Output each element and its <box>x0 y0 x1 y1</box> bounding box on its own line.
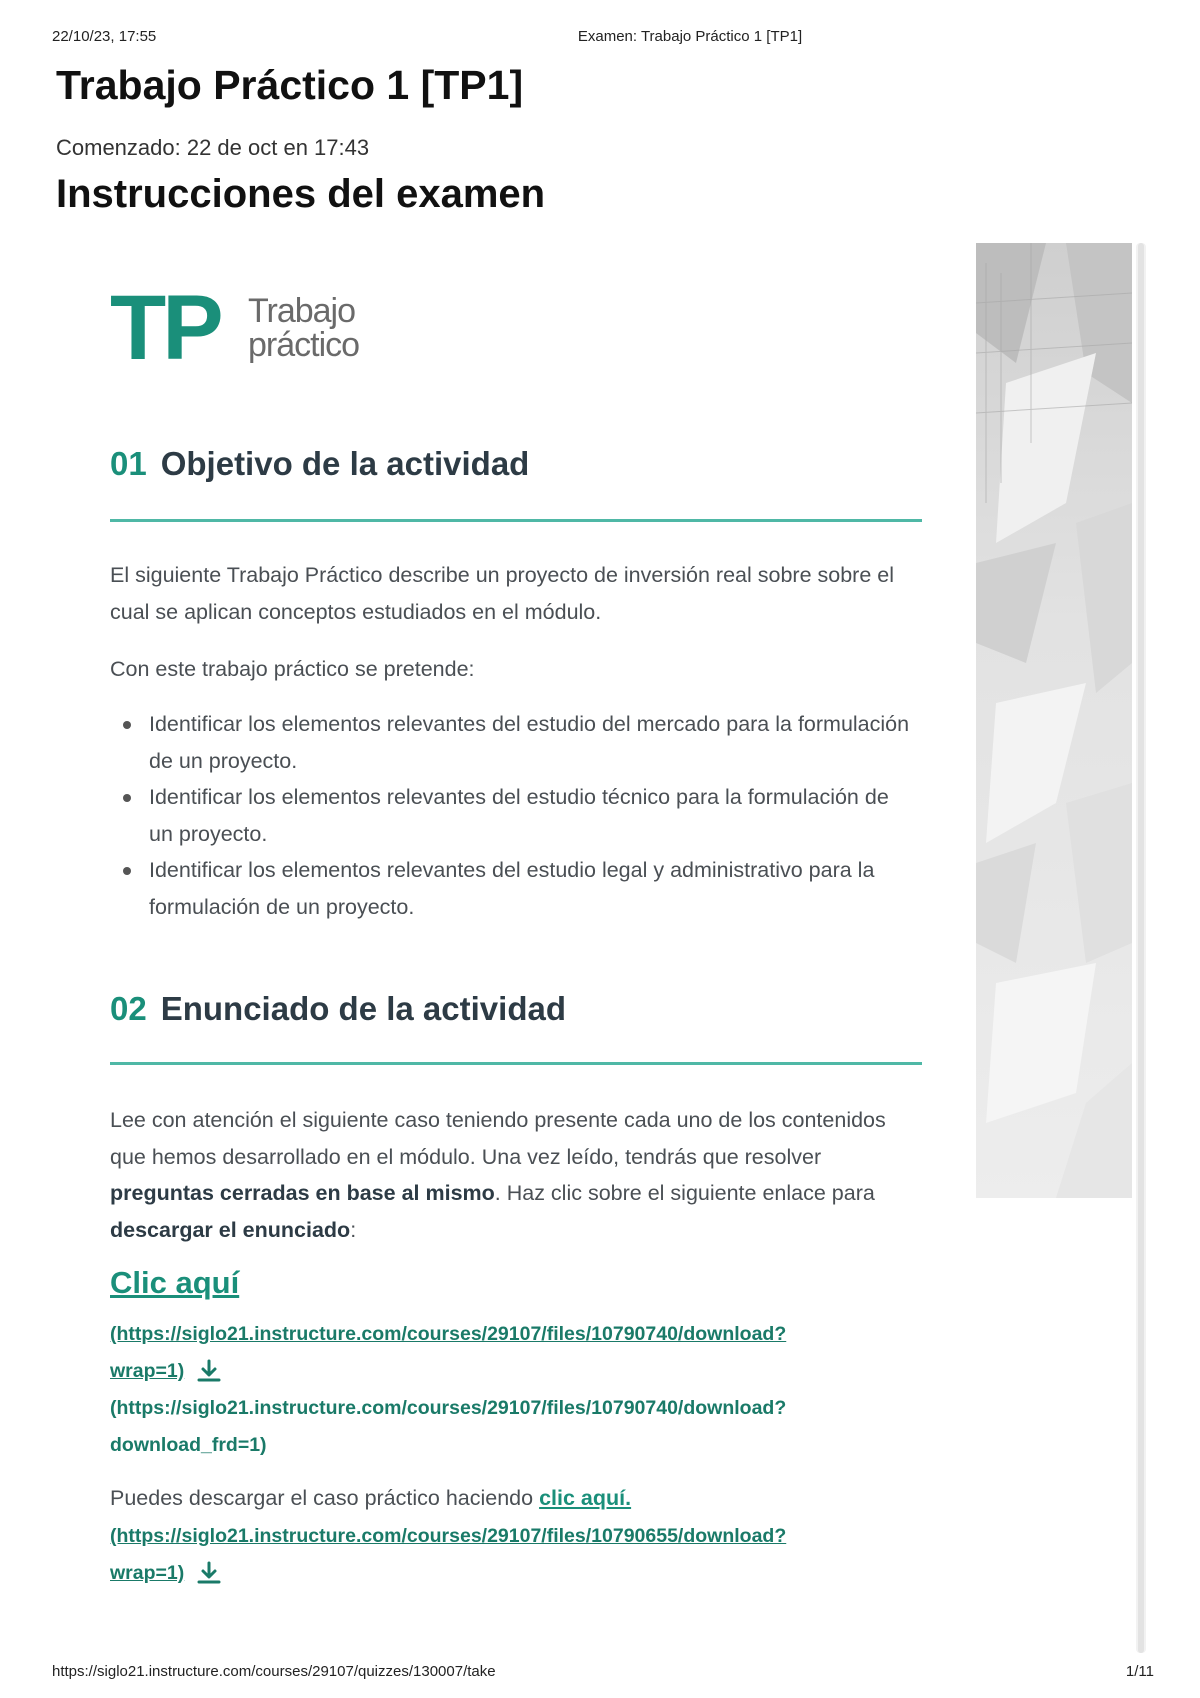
url-1-line-1[interactable]: (https://siglo21.instructure.com/courses/29107/files/10790740/download? <box>110 1323 787 1345</box>
section-number: 01 <box>110 445 147 482</box>
statement-text-b: . Haz clic sobre el siguiente enlace para <box>494 1181 875 1205</box>
list-item: Identificar los elementos relevantes del estudio del mercado para la formulación de un proyecto. <box>110 706 910 779</box>
logo-mark: TP <box>110 277 220 379</box>
statement-bold-1: preguntas cerradas en base al mismo <box>110 1181 495 1205</box>
list-item: Identificar los elementos relevantes del estudio técnico para la formulación de un proyecto. <box>110 779 910 852</box>
url-3-line-1[interactable]: (https://siglo21.instructure.com/courses/29107/files/10790655/download? <box>110 1525 787 1547</box>
url-3[interactable] <box>110 1518 786 1591</box>
section-divider <box>110 519 922 522</box>
scrollbar-thumb[interactable] <box>1138 243 1144 1653</box>
download-paragraph <box>110 1480 922 1517</box>
url-1-line-2[interactable]: wrap=1) <box>110 1359 185 1382</box>
section-heading-objetivo <box>110 445 529 483</box>
print-datetime: 22/10/23, 17:55 <box>52 28 157 45</box>
clic-aqui-link[interactable]: Clic aquí <box>110 1265 240 1300</box>
url-3-line-2[interactable]: wrap=1) <box>110 1561 185 1584</box>
section-title: Objetivo de la actividad <box>160 445 530 482</box>
instructions-title: Instrucciones del examen <box>56 172 546 216</box>
print-url: https://siglo21.instructure.com/courses/29107/quizzes/130007/take <box>52 1663 496 1680</box>
url-1[interactable] <box>110 1316 786 1389</box>
statement-text-a: Lee con atención el siguiente caso teniendo presente cada uno de los contenidos que hemos desarrollado en el módulo. Una vez leído, tendrás que resolver <box>110 1108 886 1169</box>
section-heading-enunciado <box>110 990 566 1028</box>
decorative-architecture-image <box>976 243 1132 1198</box>
objective-paragraph: El siguiente Trabajo Práctico describe un proyecto de inversión real sobre sobre el cual se aplican conceptos estudiados en el módulo. <box>110 563 894 624</box>
section-number: 02 <box>110 990 147 1027</box>
download-icon[interactable] <box>196 1561 222 1585</box>
logo-word-1: Trabajo <box>248 292 356 330</box>
section-title: Enunciado de la actividad <box>160 990 566 1027</box>
page-title: Trabajo Práctico 1 [TP1] <box>56 62 524 108</box>
architecture-pattern <box>976 243 1132 1198</box>
print-page-number: 1/11 <box>1125 1663 1154 1680</box>
url-2-line-1[interactable]: (https://siglo21.instructure.com/courses/29107/files/10790740/download? <box>110 1397 787 1419</box>
url-2-line-2[interactable]: download_frd=1) <box>110 1433 267 1456</box>
print-doc-title: Examen: Trabajo Práctico 1 [TP1] <box>577 28 803 45</box>
statement-text-c: : <box>350 1217 357 1242</box>
list-item: Identificar los elementos relevantes del estudio legal y administrativo para la formulación de un proyecto. <box>110 852 910 925</box>
statement-bold-2: descargar el enunciado <box>110 1217 351 1242</box>
download-text: Puedes descargar el caso práctico haciendo <box>110 1486 540 1510</box>
logo-word <box>248 294 359 362</box>
download-link[interactable]: clic aquí. <box>539 1486 632 1510</box>
section-divider <box>110 1062 922 1065</box>
statement-paragraph <box>110 1102 922 1248</box>
scrollbar[interactable] <box>1136 243 1146 1653</box>
url-2[interactable] <box>110 1390 786 1463</box>
download-icon[interactable] <box>196 1359 222 1383</box>
logo-word-2: práctico <box>248 326 360 364</box>
objective-intro: Con este trabajo práctico se pretende: <box>110 657 475 681</box>
started-timestamp: Comenzado: 22 de oct en 17:43 <box>56 135 370 160</box>
objective-list <box>110 706 910 925</box>
